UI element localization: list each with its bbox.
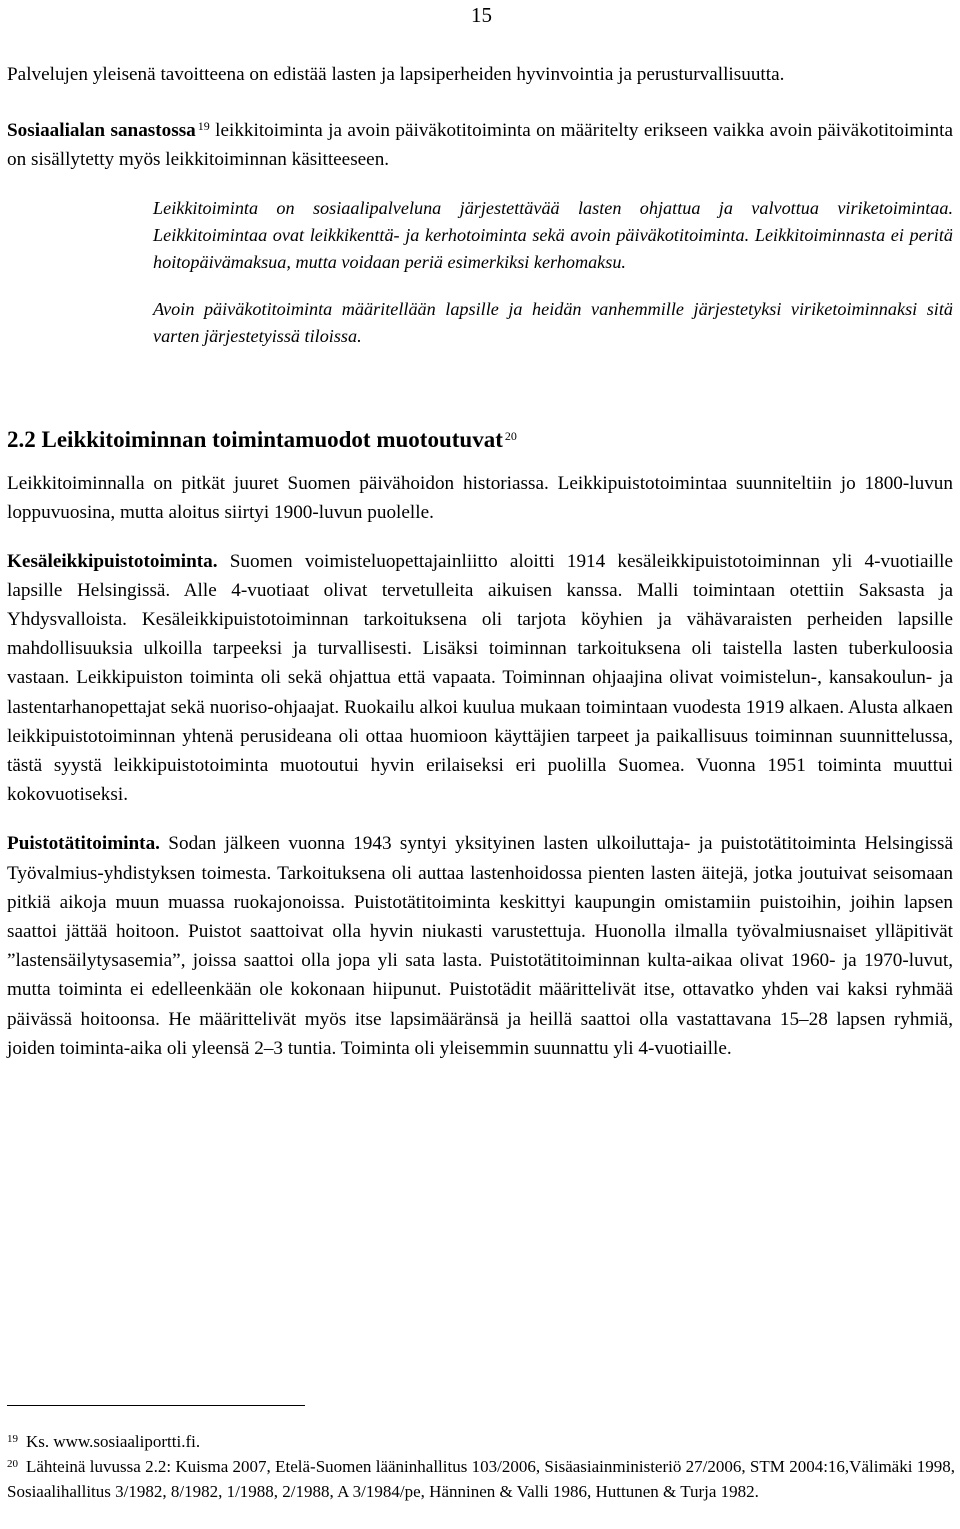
footnote-text: Ks. www.sosiaaliportti.fi. [26,1432,201,1451]
page-number: 15 [471,3,492,27]
paragraph-text: Sodan jälkeen vuonna 1943 syntyi yksityinen lasten ulkoiluttaja- ja puistotätitoiminta Helsingissä Työvalmius-yhdistyksen toimesta. Tarkoituksena oli auttaa lastenhoidossa pienten lasten äitejä, jotka joutuivat seisomaan pitkiä aikoja muun muassa ruokajonoissa. Puistotätitoiminta keskittyi kaupungin omistamiin puistoihin, joihin lapsen saattoi jättää hoitoon. Puistot saattoivat olla hyvin niukasti varustettuja. Huonolla ilmalla työvalmiusnaiset ylläpitivät ”lastensäilytysasemia”, joissa saattoi olla jopa yli sata lasta. Puistotätitoiminnan kulta-aikaa olivat 1960- ja 1970-luvut, mutta toiminta ei edelleenkään ole kokonaan hiipunut. Puistotädit määrittelivät itse, ottavatko yhden vai kaksi ryhmää päivässä hoitoonsa. He määrittelivät myös itse lapsimääränsä ja heillä saattoi olla vastattavana 15–28 lapsen ryhmiä, joiden toiminta-aika oli yleensä 2–3 tuntia. Toiminta oli yleisemmin suunnattu yli 4-vuotiaille. [7,833,953,1059]
section-heading [7,425,953,455]
bold-lead: Sosiaalialan sanastossa [7,120,196,142]
paragraph-text: leikkitoiminta ja avoin päiväkotitoiminta on määritelty erikseen vaikka avoin päiväkotitoiminta on sisällytetty myös leikkitoiminnan käsitteeseen. [7,120,953,171]
footnote-20 [7,1455,955,1505]
footnote-text: Lähteinä luvussa 2.2: Kuisma 2007, Etelä-Suomen lääninhallitus 103/2006, Sisäasiainministeriö 27/2006, STM 2004:16,Välimäki 1998, Sosiaalihallitus 3/1982, 8/1982, 1/1988, 2/1988, A 3/1984/pe, Hänninen & Valli 1986, Huttunen & Turja 1982. [7,1456,955,1501]
section-number: 2.2 [7,427,36,453]
section-intro-paragraph: Leikkitoiminnalla on pitkät juuret Suomen päivähoidon historiassa. Leikkipuistotoimintaa suunniteltiin jo 1800-luvun loppuvuosina, mutta aloitus siirtyi 1900-luvun puolelle. [7,473,953,524]
paragraph-puistotatitoiminta [7,829,953,1063]
paragraph-kesaleikkipuistotoiminta [7,547,953,810]
section-title: Leikkitoiminnan toimintamuodot muotoutuvat [41,427,503,453]
footnotes [7,1405,955,1504]
footnote-19 [7,1430,955,1455]
paragraph-text: Suomen voimisteluopettajainliitto aloitti 1914 kesäleikkipuistotoiminnan yli 4-vuotiaille lapsille Helsingissä. Alle 4-vuotiaat olivat tervetulleita aikuisen kanssa. Malli toimintaan otettiin Saksasta ja Yhdysvalloista. Kesäleikkipuistotoiminnan tarkoituksena oli tarjota köyhien ja vähävaraisten perheiden lapsille mahdollisuuksia ulkoilla tarpeeksi ja turvallisesti. Lisäksi toiminnan tarkoituksena oli taistella lasten tuberkuloosia vastaan. Leikkipuiston toiminta oli sekä ohjattua että vapaata. Toiminnan ohjaajina olivat voimistelun-, kansakoulun- ja lastentarhanopettajat sekä nuoriso-ohjaajat. Ruokailu alkoi kuulua mukaan toimintaan vuodesta 1919 alkaen. Alusta alkaen leikkipuistotoiminnan yhtenä perusideana oli ottaa huomioon käyttäjien tarpeet ja paikallisuus toiminnan suunnittelussa, tästä syystä leikkipuistotoiminta muotoutui hyvin erilaiseksi eri puolilla Suomea. Vuonna 1951 toiminta muuttui kokovuotiseksi. [7,550,953,806]
bold-lead: Kesäleikkipuistotoiminta. [7,550,218,572]
paragraph-definitions [7,116,953,174]
footnote-separator [7,1405,305,1406]
footnote-ref-19: 19 [197,119,210,134]
footnote-number: 20 [7,1457,18,1470]
document-body [7,60,953,1063]
footnote-ref-20: 20 [504,429,517,444]
block-quote-leikkitoiminta: Leikkitoiminta on sosiaalipalveluna järjestettävää lasten ohjattua ja valvottua viriketoimintaa. Leikkitoimintaa ovat leikkikenttä- ja kerhotoiminta sekä avoin päiväkotitoiminta. Leikkitoiminnasta ei peritä hoitopäivämaksua, mutta voidaan periä esimerkiksi kerhomaksu. [153,197,953,273]
footnote-number: 19 [7,1433,18,1445]
intro-paragraph-goals: Palvelujen yleisenä tavoitteena on edistää lasten ja lapsiperheiden hyvinvointia ja perusturvallisuutta. [7,64,785,85]
bold-lead: Puistotätitoiminta. [7,833,160,855]
block-quote-avoin-paivakoti: Avoin päiväkotitoiminta määritellään lapsille ja heidän vanhemmille järjestetyksi viriketoiminnaksi sitä varten järjestetyissä tiloissa. [153,298,953,346]
